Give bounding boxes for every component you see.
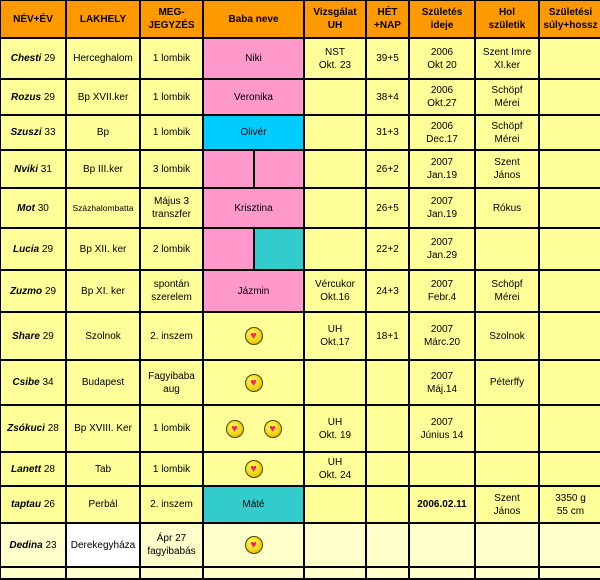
header-note: MEG- JEGYZÉS <box>140 0 203 38</box>
note-cell[interactable]: Ápr 27 fagyibabás <box>140 523 203 567</box>
table-row <box>0 228 600 270</box>
birth-size-cell[interactable] <box>539 228 600 270</box>
birth-size-cell[interactable] <box>539 312 600 360</box>
birth-date-cell[interactable]: 2006 Okt.27 <box>409 79 475 115</box>
baby-name-cell[interactable]: Máté <box>203 486 304 523</box>
residence-cell[interactable]: Szolnok <box>66 312 140 360</box>
note-cell[interactable]: 3 lombik <box>140 150 203 188</box>
exam-cell[interactable] <box>304 486 366 523</box>
week-day-cell[interactable]: 18+1 <box>366 312 409 360</box>
birth-size-cell[interactable]: 3350 g 55 cm <box>539 486 600 523</box>
baby-name-cell[interactable]: Veronika <box>203 79 304 115</box>
birth-place-cell[interactable]: Schöpf Mérei <box>475 270 539 312</box>
residence-cell[interactable]: Bp XI. ker <box>66 270 140 312</box>
table-row <box>0 115 600 150</box>
birth-date-cell[interactable]: 2007 Febr.4 <box>409 270 475 312</box>
header-name-age: NÉV+ÉV <box>0 0 66 38</box>
baby-name-cell[interactable]: Olivér <box>203 115 304 150</box>
name-cell[interactable] <box>0 228 66 270</box>
week-day-cell[interactable] <box>366 452 409 486</box>
baby-name-cell[interactable]: Krisztina <box>203 188 304 228</box>
nickname: Nviki <box>14 163 38 175</box>
table-row <box>0 38 600 79</box>
birth-size-cell[interactable] <box>539 38 600 79</box>
table-row <box>0 360 600 405</box>
birth-date-cell[interactable]: 2007 Jan.19 <box>409 150 475 188</box>
nickname: Lanett <box>11 463 42 475</box>
week-day-cell[interactable]: 26+2 <box>366 150 409 188</box>
birth-date-cell[interactable]: 2007 Máj.14 <box>409 360 475 405</box>
residence-cell[interactable]: Herceghalom <box>66 38 140 79</box>
empty-cell[interactable] <box>475 567 539 579</box>
empty-cell[interactable] <box>366 567 409 579</box>
header-birth-date: Születés ideje <box>409 0 475 38</box>
header-residence: LAKHELY <box>66 0 140 38</box>
name-cell[interactable] <box>0 360 66 405</box>
exam-cell[interactable] <box>304 228 366 270</box>
week-day-cell[interactable]: 38+4 <box>366 79 409 115</box>
birth-size-cell[interactable] <box>539 405 600 452</box>
birth-date-cell[interactable]: 2006 Okt 20 <box>409 38 475 79</box>
week-day-cell[interactable]: 22+2 <box>366 228 409 270</box>
name-cell[interactable] <box>0 523 66 567</box>
week-day-cell[interactable] <box>366 360 409 405</box>
heart-smiley-icon <box>245 374 263 392</box>
nickname: Dedina <box>9 539 43 551</box>
birth-date-cell[interactable]: 2006.02.11 <box>409 486 475 523</box>
birth-date-cell[interactable] <box>409 452 475 486</box>
empty-cell[interactable] <box>304 567 366 579</box>
age: 28 <box>43 463 55 475</box>
birth-size-cell[interactable] <box>539 360 600 405</box>
header-birth-place: Hol születik <box>475 0 539 38</box>
residence-cell[interactable]: Bp XVIII. Ker <box>66 405 140 452</box>
table-row <box>0 452 600 486</box>
table-row <box>0 270 600 312</box>
header-baby-name: Baba neve <box>203 0 304 38</box>
age: 29 <box>44 53 56 64</box>
birth-date-cell[interactable] <box>409 523 475 567</box>
nickname: Lucia <box>12 243 40 255</box>
baby-name-cell[interactable] <box>203 452 304 486</box>
week-day-cell[interactable] <box>366 405 409 452</box>
table-row <box>0 567 600 579</box>
residence-cell[interactable]: Bp XII. ker <box>66 228 140 270</box>
empty-cell[interactable] <box>140 567 203 579</box>
exam-cell[interactable]: NST Okt. 23 <box>304 38 366 79</box>
table-row <box>0 523 600 567</box>
split-baby-cell <box>204 229 303 269</box>
residence-cell[interactable]: Bp XVII.ker <box>66 79 140 115</box>
baby-slot <box>253 151 304 187</box>
baby-name-cell[interactable]: Jázmin <box>203 270 304 312</box>
empty-cell[interactable] <box>409 567 475 579</box>
note-cell[interactable]: 1 lombik <box>140 452 203 486</box>
birth-place-cell[interactable]: Péterffy <box>475 360 539 405</box>
baby-name-cell[interactable]: Niki <box>203 38 304 79</box>
birth-size-cell[interactable] <box>539 150 600 188</box>
age: 29 <box>43 91 55 103</box>
note-cell[interactable]: 1 lombik <box>140 79 203 115</box>
exam-cell[interactable]: UH Okt.17 <box>304 312 366 360</box>
birth-place-cell[interactable]: Szent Imre XI.ker <box>475 38 539 79</box>
name-cell[interactable] <box>0 115 66 150</box>
residence-cell[interactable]: Bp III.ker <box>66 150 140 188</box>
age: 29 <box>42 330 54 342</box>
note-cell[interactable]: 1 lombik <box>140 405 203 452</box>
name-cell[interactable] <box>0 452 66 486</box>
age: 29 <box>44 285 57 297</box>
heart-smiley-icon <box>226 420 244 438</box>
nickname: Szuszi <box>10 127 42 138</box>
birth-date-cell[interactable]: 2007 Jan.19 <box>409 188 475 228</box>
empty-cell[interactable] <box>0 567 66 579</box>
table-row <box>0 150 600 188</box>
exam-cell[interactable] <box>304 79 366 115</box>
baby-slot <box>204 229 253 269</box>
age: 33 <box>44 127 56 138</box>
baby-name-cell[interactable] <box>203 405 304 452</box>
nickname: Csibe <box>12 377 40 388</box>
exam-cell[interactable]: Vércukor Okt.16 <box>304 270 366 312</box>
name-cell[interactable] <box>0 405 66 452</box>
table-row <box>0 79 600 115</box>
birth-date-cell[interactable]: 2007 Június 14 <box>409 405 475 452</box>
nickname: Share <box>12 330 40 342</box>
birth-date-cell[interactable]: 2006 Dec.17 <box>409 115 475 150</box>
residence-cell[interactable]: Perbál <box>66 486 140 523</box>
note-cell[interactable]: 2. inszem <box>140 312 203 360</box>
baby-name-cell[interactable] <box>203 150 304 188</box>
exam-cell[interactable] <box>304 188 366 228</box>
residence-cell[interactable]: Tab <box>66 452 140 486</box>
birth-date-cell[interactable]: 2007 Jan.29 <box>409 228 475 270</box>
exam-cell[interactable]: UH Okt. 19 <box>304 405 366 452</box>
exam-cell[interactable]: UH Okt. 24 <box>304 452 366 486</box>
header-week-day: HÉT +NAP <box>366 0 409 38</box>
week-day-cell[interactable] <box>366 486 409 523</box>
empty-cell[interactable] <box>539 567 600 579</box>
baby-slot <box>204 151 253 187</box>
baby-slot <box>253 229 304 269</box>
name-cell[interactable] <box>0 79 66 115</box>
note-cell[interactable]: spontán szerelem <box>140 270 203 312</box>
birth-place-cell[interactable] <box>475 452 539 486</box>
nickname: Zuzmo <box>9 285 43 297</box>
exam-cell[interactable] <box>304 523 366 567</box>
nickname: Rozus <box>11 91 42 103</box>
birth-date-cell[interactable]: 2007 Márc.20 <box>409 312 475 360</box>
heart-smiley-icon <box>264 420 282 438</box>
age: 31 <box>40 163 52 175</box>
name-cell[interactable] <box>0 486 66 523</box>
age: 26 <box>43 499 55 510</box>
name-cell[interactable] <box>0 188 66 228</box>
exam-cell[interactable] <box>304 115 366 150</box>
birth-place-cell[interactable] <box>475 228 539 270</box>
note-cell[interactable]: Május 3 transzfer <box>140 188 203 228</box>
age: 29 <box>41 243 54 255</box>
name-cell[interactable] <box>0 38 66 79</box>
birth-place-cell[interactable]: Rókus <box>475 188 539 228</box>
baby-name-cell[interactable] <box>203 360 304 405</box>
table-row <box>0 188 600 228</box>
table-row <box>0 405 600 452</box>
exam-cell[interactable] <box>304 360 366 405</box>
week-day-cell[interactable]: 31+3 <box>366 115 409 150</box>
week-day-cell[interactable]: 26+5 <box>366 188 409 228</box>
birth-place-cell[interactable] <box>475 405 539 452</box>
age: 28 <box>47 423 59 434</box>
residence-cell[interactable]: Bp <box>66 115 140 150</box>
table-row <box>0 486 600 523</box>
birth-place-cell[interactable]: Szent János <box>475 150 539 188</box>
note-cell[interactable]: 1 lombik <box>140 38 203 79</box>
table-row <box>0 312 600 360</box>
birth-size-cell[interactable] <box>539 79 600 115</box>
birth-size-cell[interactable] <box>539 452 600 486</box>
empty-cell[interactable] <box>203 567 304 579</box>
birth-size-cell[interactable] <box>539 188 600 228</box>
week-day-cell[interactable]: 39+5 <box>366 38 409 79</box>
name-cell[interactable] <box>0 312 66 360</box>
empty-cell[interactable] <box>66 567 140 579</box>
heart-smiley-icon <box>245 460 263 478</box>
age: 23 <box>45 539 57 551</box>
nickname: Mot <box>17 202 35 214</box>
week-day-cell[interactable] <box>366 523 409 567</box>
split-baby-cell <box>204 151 303 187</box>
birth-place-cell[interactable]: Schöpf Mérei <box>475 79 539 115</box>
age: 34 <box>42 377 54 388</box>
birth-place-cell[interactable]: Szolnok <box>475 312 539 360</box>
birth-size-cell[interactable] <box>539 115 600 150</box>
residence-cell[interactable]: Budapest <box>66 360 140 405</box>
heart-smiley-icon <box>245 536 263 554</box>
birth-place-cell[interactable] <box>475 523 539 567</box>
baby-name-cell[interactable] <box>203 228 304 270</box>
birth-place-cell[interactable]: Schöpf Mérei <box>475 115 539 150</box>
name-cell[interactable] <box>0 270 66 312</box>
age: 30 <box>37 202 49 214</box>
header-birth-weight-length: Születési súly+hossz <box>539 0 600 38</box>
header-exam: Vizsgálat UH <box>304 0 366 38</box>
residence-cell[interactable]: Százhalombatta <box>66 188 140 228</box>
exam-cell[interactable] <box>304 150 366 188</box>
birth-place-cell[interactable]: Szent János <box>475 486 539 523</box>
birth-size-cell[interactable] <box>539 523 600 567</box>
birth-size-cell[interactable] <box>539 270 600 312</box>
week-day-cell[interactable]: 24+3 <box>366 270 409 312</box>
baby-name-cell[interactable] <box>203 312 304 360</box>
name-cell[interactable] <box>0 150 66 188</box>
note-cell[interactable]: 1 lombik <box>140 115 203 150</box>
nickname: Zsókuci <box>7 423 45 434</box>
nickname: Chesti <box>10 53 42 64</box>
heart-smiley-icon <box>245 327 263 345</box>
note-cell[interactable]: 2 lombik <box>140 228 203 270</box>
baby-name-cell[interactable] <box>203 523 304 567</box>
residence-cell[interactable]: Derekegyháza <box>66 523 140 567</box>
nickname: taptau <box>11 499 42 510</box>
note-cell[interactable]: Fagyibaba aug <box>140 360 203 405</box>
note-cell[interactable]: 2. inszem <box>140 486 203 523</box>
